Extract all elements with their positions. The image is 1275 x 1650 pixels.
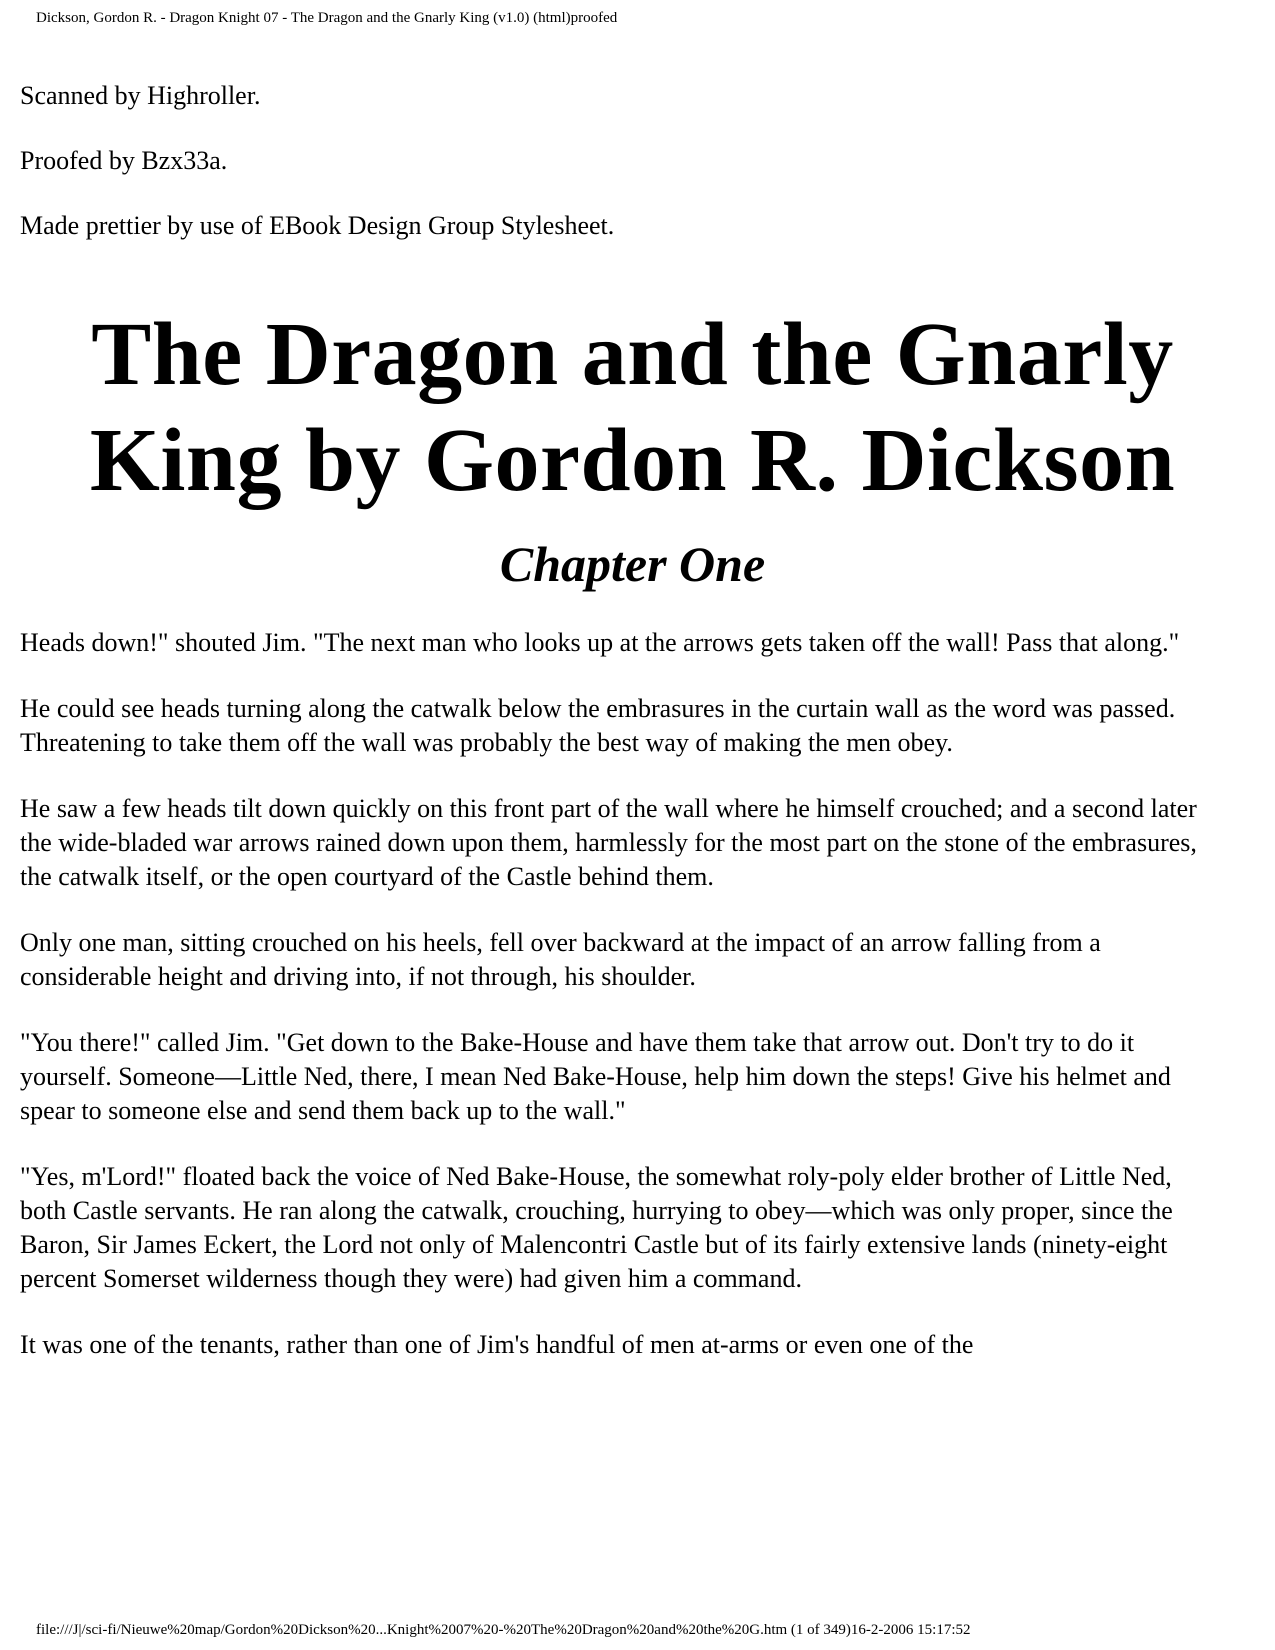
- credit-stylesheet: Made prettier by use of EBook Design Group Stylesheet.: [20, 211, 615, 240]
- print-header: Dickson, Gordon R. - Dragon Knight 07 - The Dragon and the Gnarly King (v1.0) (html)proofed: [36, 10, 618, 26]
- credit-proofed: Proofed by Bzx33a.: [20, 146, 228, 175]
- paragraph: "You there!" called Jim. "Get down to the Bake-House and have them take that arrow out. Don't try to do it yourself. Someone—Little Ned, there, I mean Ned Bake-House, help him down the steps! Give his helmet and spear to someone else and send them back up to the wall.": [20, 1028, 1171, 1125]
- paragraph: Heads down!" shouted Jim. "The next man who looks up at the arrows gets taken off the wall! Pass that along.": [20, 628, 1180, 657]
- paragraph: Only one man, sitting crouched on his heels, fell over backward at the impact of an arrow falling from a considerable height and driving into, if not through, his shoulder.: [20, 928, 1101, 991]
- paragraph: He saw a few heads tilt down quickly on this front part of the wall where he himself crouched; and a second later the wide-bladed war arrows rained down upon them, harmlessly for the most part on the stone of the embrasures, the catwalk itself, or the open courtyard of the Castle behind them.: [20, 794, 1197, 891]
- chapter-title: Chapter One: [499, 536, 766, 592]
- paragraph: "Yes, m'Lord!" floated back the voice of Ned Bake-House, the somewhat roly-poly elder brother of Little Ned, both Castle servants. He ran along the catwalk, crouching, hurrying to obey—which was only proper, since the Baron, Sir James Eckert, the Lord not only of Malencontri Castle but of its fairly extensive lands (ninety-eight percent Somerset wilderness though they were) had given him a command.: [20, 1162, 1173, 1293]
- document-body: [20, 80, 1245, 1394]
- chapter-text: [20, 626, 1245, 1362]
- credit-scanned: Scanned by Highroller.: [20, 81, 261, 110]
- paragraph: It was one of the tenants, rather than one of Jim's handful of men at-arms or even one of the: [20, 1330, 974, 1359]
- print-footer: file:///J|/sci-fi/Nieuwe%20map/Gordon%20Dickson%20...Knight%2007%20-%20The%20Dragon%20and%20the%20G.htm (1 of 349)16-2-2006 15:17:52: [36, 1622, 971, 1638]
- book-title: The Dragon and the Gnarly King by Gordon R. Dickson: [89, 305, 1176, 510]
- paragraph: He could see heads turning along the catwalk below the embrasures in the curtain wall as the word was passed. Threatening to take them off the wall was probably the best way of making the men obey.: [20, 694, 1176, 757]
